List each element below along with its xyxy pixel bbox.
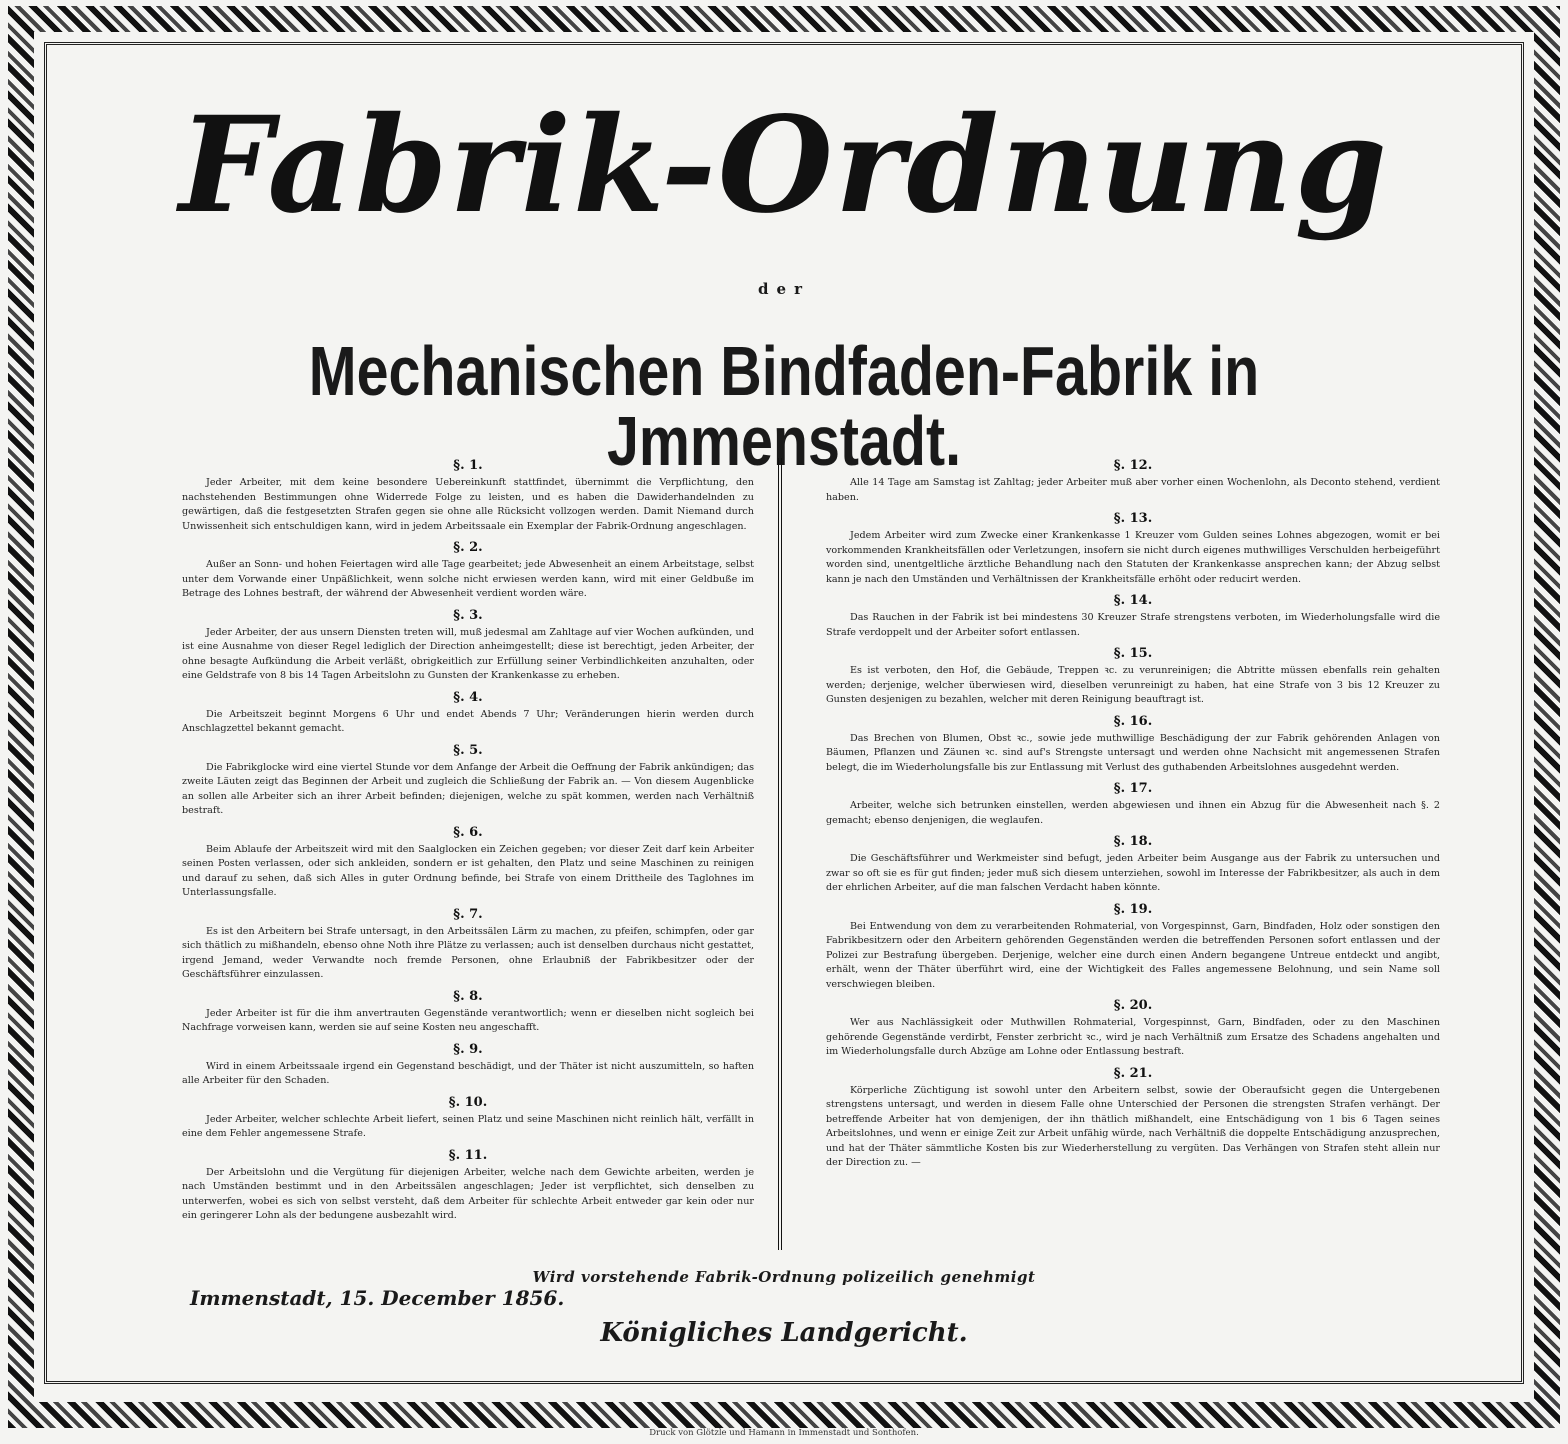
section-head: §. 1. [453,458,483,473]
section-head: §. 17. [1113,781,1153,796]
section [182,1095,754,1142]
section [182,608,754,684]
section-head: §. 4. [453,689,483,705]
section-body: Beim Ablaufe der Arbeitszeit wird mit den Saalglocken ein Zeichen gegeben; vor dieser Zeit darf kein Arbeiter seinen Posten verlassen, oder sich ankleiden, sondern er ist gehalten, den Platz und seine Maschinen zu reinigen und darauf zu sehen, daß sich Alles in guter Ordnung befinde, bei Strafe von einem Drittheile des Taglohnes im Unterlassungsfalle. [182,843,754,898]
section-body: Arbeiter, welche sich betrunken einstellen, werden abgewiesen und ihnen ein Abzug für die Abwesenheit nach §. 2 gemacht; ebenso denjenigen, die weglaufen. [826,800,1440,826]
section-body: Wird in einem Arbeitssaale irgend ein Gegenstand beschädigt, und der Thäter ist nicht auszumitteln, so haften alle Arbeiter für den Schaden. [182,1060,754,1086]
section-head: §. 13. [1113,511,1153,526]
left-column [182,458,754,1230]
section-body: Es ist verboten, den Hof, die Gebäude, Treppen ꝛc. zu verunreinigen; die Abtritte müssen ebenfalls rein gehalten werden; derjenige, welcher überwiesen wird, dieselben verunreinigt zu haben, hat eine Strafe von 3 bis 12 Kreuzer zu Gunsten desjenigen zu bezahlen, welcher mit deren Reinigung beauftragt ist. [826,665,1440,705]
section [182,1042,754,1089]
section [826,714,1440,776]
section-head: §. 11. [448,1147,488,1163]
section [826,1066,1440,1171]
section [182,743,754,819]
section-head: §. 8. [453,988,483,1004]
section [182,1148,754,1224]
section-body: Jeder Arbeiter, mit dem keine besondere Uebereinkunft stattfindet, übernimmt die Verpflichtung, den nachstehenden Bestimmungen ohne Widerrede Folge zu leisten, und es haben die Dawiderhandelnden zu gewärtigen, daß die festgesetzten Strafen gegen sie ohne alle Rücksicht vollzogen werden. Damit Niemand durch Unwissenheit sich entschuldigen kann, wird in jedem Arbeitssaale ein Exemplar der Fabrik-Ordnung angeschlagen. [182,477,754,532]
section [826,998,1440,1060]
section-head: §. 20. [1113,998,1153,1013]
section-head: §. 2. [453,540,483,555]
section-head: §. 5. [453,742,483,758]
column-divider [778,458,782,1250]
section-body: Jeder Arbeiter ist für die ihm anvertrauten Gegenstände verantwortlich; wenn er dieselben nicht sogleich bei Nachfrage vorweisen kann, werden sie auf seine Kosten neu angeschafft. [182,1007,754,1033]
place-date: Immenstadt, 15. December 1856. [190,1286,565,1310]
section-body: Bei Entwendung von dem zu verarbeitenden Rohmaterial, von Vorgespinnst, Garn, Bindfaden, Holz oder sonstigen den Fabrikbesitzern oder den Arbeitern gehörenden Gegenständen werden die betreffenden Personen sofort entlassen und der Polizei zur Bestrafung übergeben. Derjenige, welcher eine durch einen Andern begangene Untreue entdeckt und angibt, erhält, wenn der Thäter überführt wird, eine der Wichtigkeit des Falles angemessene Belohnung, und sein Name soll verschwiegen bleiben. [826,920,1440,990]
section-head: §. 19. [1113,901,1153,917]
section-body: Es ist den Arbeitern bei Strafe untersagt, in den Arbeitssälen Lärm zu machen, zu pfeifen, schimpfen, oder gar sich thätlich zu mißhandeln, ebenso ohne Noth ihre Plätze zu verlassen; auch ist denselben durchaus nicht gestattet, irgend Jemand, weder Verwandte noch fremde Personen, ohne Erlaubniß der Fabrikbesitzer oder der Geschäftsführer einzulassen. [182,925,754,980]
section-head: §. 12. [1113,458,1153,473]
section-head: §. 14. [1113,593,1153,608]
section-body: Jeder Arbeiter, der aus unsern Diensten treten will, muß jedesmal am Zahltage auf vier Wochen aufkünden, und ist eine Ausnahme von dieser Regel lediglich der Direction anheimgestellt; diese ist berechtigt, jeden Arbeiter, der ohne besagte Aufkündung die Arbeit verläßt, obrigkeitlich zur Erfüllung seiner Verbindlichkeiten anzuhalten, oder eine Geldstrafe von 8 bis 14 Tagen Arbeitslohn zu Gunsten der Krankenkasse zu erheben. [182,626,754,681]
section [826,646,1440,708]
section-head: §. 21. [1113,1065,1153,1081]
court-signature: Königliches Landgericht. [600,1318,968,1348]
main-title: Fabrik-Ordnung [179,88,1389,243]
printer-imprint: Druck von Glötzle und Hamann in Immenstadt und Sonthofen. [649,1428,919,1438]
section [182,690,754,737]
section-body: Die Arbeitszeit beginnt Morgens 6 Uhr und endet Abends 7 Uhr; Veränderungen hierin werden durch Anschlagzettel bekannt gemacht. [182,708,754,734]
section [182,989,754,1036]
section-head: §. 7. [453,906,483,922]
section [826,511,1440,587]
section-head: §. 16. [1113,713,1153,729]
section-body: Außer an Sonn- und hohen Feiertagen wird alle Tage gearbeitet; jede Abwesenheit an einem Arbeitstage, selbst unter dem Vorwande einer Unpäßlichkeit, wenn solche nicht erwiesen werden kann, wird mit einer Geldbuße im Betrage des Lohnes bestraft, der während der Abwesenheit verdient worden wäre. [182,559,754,599]
section [182,907,754,983]
section [182,540,754,602]
section [826,781,1440,828]
section-body: Jedem Arbeiter wird zum Zwecke einer Krankenkasse 1 Kreuzer vom Gulden seines Lohnes abgezogen, womit er bei vorkommenden Krankheitsfällen oder Verletzungen, insofern sie nicht durch eigenes muthwilliges Verschulden herbeigeführt worden sind, unentgeltliche ärztliche Behandlung nach den Statuten der Krankenkasse ansprechen kann; der Abzug selbst kann je nach den Umständen und Verhältnissen der Krankheitsfälle erhöht oder reducirt werden. [826,530,1440,585]
section-body: Jeder Arbeiter, welcher schlechte Arbeit liefert, seinen Platz und seine Maschinen nicht reinlich hält, verfällt in eine dem Fehler angemessene Strafe. [182,1113,754,1139]
section-body: Die Fabrikglocke wird eine viertel Stunde vor dem Anfange der Arbeit die Oeffnung der Fabrik ankündigen; das zweite Läuten zeigt das Beginnen der Arbeit und zugleich die Schließung der Fabrik an. — Von diesem Augenblicke an sollen alle Arbeiter sich an ihrer Arbeit befinden; diejenigen, welche zu spät kommen, werden nach Verhältniß bestraft. [182,761,754,816]
section [182,825,754,901]
section-head: §. 18. [1113,834,1153,849]
approval-note: Wird vorstehende Fabrik-Ordnung polizeilich genehmigt [532,1268,1036,1286]
section-body: Das Brechen von Blumen, Obst ꝛc., sowie jede muthwillige Beschädigung der zur Fabrik gehörenden Anlagen von Bäumen, Pflanzen und Zäunen ꝛc. sind auf's Strengste untersagt und werden ohne Nachsicht mit angemessenen Strafen belegt, die im Wiederholungsfalle bis zur Entlassung mit Verlust des guthabenden Arbeitslohnes ausgedehnt werden. [826,732,1440,773]
section [826,458,1440,505]
section-head: §. 15. [1113,646,1153,661]
section-body: Körperliche Züchtigung ist sowohl unter den Arbeitern selbst, sowie der Oberaufsicht gegen die Untergebenen strengstens untersagt, und werden in diesem Falle ohne Unterschied der Personen die strengsten Strafen verhängt. Der betreffende Arbeiter hat von demjenigen, der ihn thätlich mißhandelt, eine Entschädigung von 1 bis 6 Tagen seines Arbeitslohnes, und wenn er einige Zeit zur Arbeit unfähig würde, nach Verhältniß die doppelte Entschädigung anzusprechen, und hat der Thäter sämmtliche Kosten bis zur Wiederherstellung zu vergüten. Das Verhängen von Strafen steht allein nur der Direction zu. — [826,1084,1440,1168]
factory-name: Mechanischen Bindfaden-Fabrik in Jmmenstadt. [308,332,1260,480]
section [826,593,1440,640]
section [826,834,1440,896]
section-body: Die Geschäftsführer und Werkmeister sind befugt, jeden Arbeiter beim Ausgange aus der Fabrik zu untersuchen und zwar so oft sie es für gut finden; jeder muß sich diesem unterziehen, sowohl im Interesse der Fabrikbesitzer, als auch in dem der ehrlichen Arbeiter, auf die man falschen Verdacht haben könnte. [826,853,1440,893]
section [826,902,1440,993]
section-head: §. 3. [453,607,483,623]
section-head: §. 10. [448,1094,488,1110]
right-column [826,458,1440,1177]
section-body: Alle 14 Tage am Samstag ist Zahltag; jeder Arbeiter muß aber vorher einen Wochenlohn, als Deconto stehend, verdient haben. [826,477,1440,503]
section [182,458,754,534]
section-head: §. 6. [453,824,483,840]
der-connector: der [758,280,810,298]
section-head: §. 9. [453,1041,483,1057]
section-body: Der Arbeitslohn und die Vergütung für diejenigen Arbeiter, welche nach dem Gewichte arbeiten, werden je nach Umständen bestimmt und in den Arbeitssälen angeschlagen; Jeder ist verpflichtet, sich denselben zu unterwerfen, wobei es sich von selbst versteht, daß dem Arbeiter für schlechte Arbeit entweder gar kein oder nur ein geringerer Lohn als der bedungene ausbezahlt wird. [182,1166,754,1221]
section-body: Wer aus Nachlässigkeit oder Muthwillen Rohmaterial, Vorgespinnst, Garn, Bindfaden, oder zu den Maschinen gehörende Gegenstände verdirbt, Fenster zerbricht ꝛc., wird je nach Verhältniß zum Ersatze des Schadens angehalten und im Wiederholungsfalle durch Abzüge am Lohne oder Entlassung bestraft. [826,1017,1440,1057]
section-body: Das Rauchen in der Fabrik ist bei mindestens 30 Kreuzer Strafe strengstens verboten, im Wiederholungsfalle wird die Strafe verdoppelt und der Arbeiter sofort entlassen. [826,612,1440,638]
